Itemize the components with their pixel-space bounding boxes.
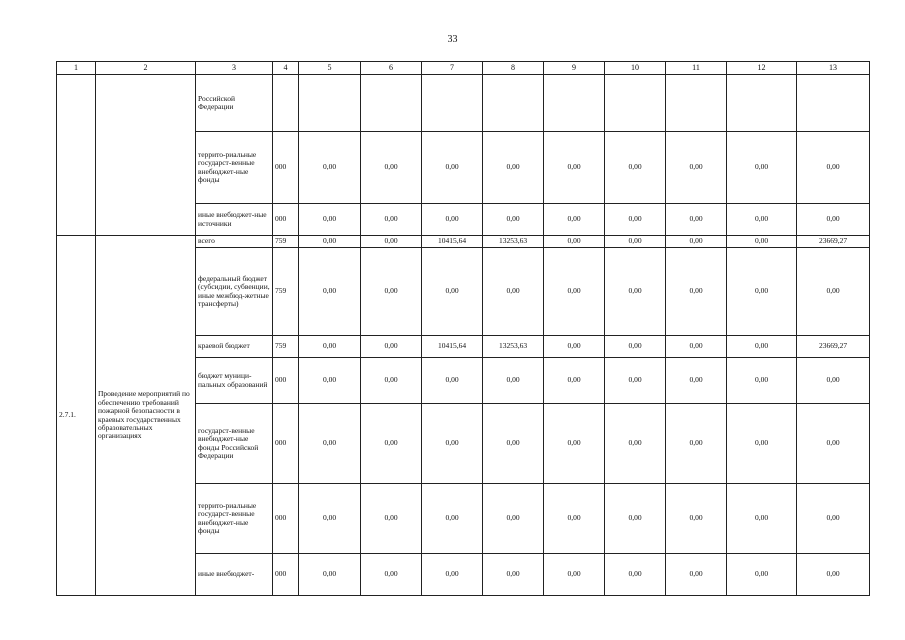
- funding-source: террито-риальные государст-венные внебюджет-ные фонды: [196, 484, 273, 554]
- value-cell: 0,00: [605, 358, 666, 404]
- value-cell: [422, 75, 483, 132]
- code-cell: 000: [273, 554, 299, 596]
- value-cell: 10415,64: [422, 236, 483, 248]
- value-cell: 0,00: [666, 236, 727, 248]
- funding-source: иные внебюджет-ные источники: [196, 204, 273, 236]
- value-cell: 0,00: [544, 132, 605, 204]
- column-header: 7: [422, 62, 483, 75]
- value-cell: 0,00: [422, 132, 483, 204]
- value-cell: 0,00: [727, 236, 797, 248]
- value-cell: 0,00: [544, 358, 605, 404]
- code-cell: 000: [273, 204, 299, 236]
- header-row: [57, 62, 870, 75]
- value-cell: 0,00: [544, 336, 605, 358]
- value-cell: 0,00: [666, 484, 727, 554]
- value-cell: 0,00: [605, 484, 666, 554]
- value-cell: 0,00: [605, 248, 666, 336]
- value-cell: 0,00: [797, 204, 870, 236]
- value-cell: 0,00: [361, 336, 422, 358]
- code-cell: 000: [273, 484, 299, 554]
- funding-source: Российской Федерации: [196, 75, 273, 132]
- value-cell: 0,00: [544, 484, 605, 554]
- value-cell: 0,00: [361, 204, 422, 236]
- value-cell: 0,00: [797, 358, 870, 404]
- value-cell: 0,00: [605, 554, 666, 596]
- code-cell: 000: [273, 132, 299, 204]
- value-cell: [544, 75, 605, 132]
- value-cell: 0,00: [605, 132, 666, 204]
- value-cell: 13253,63: [483, 336, 544, 358]
- value-cell: [299, 75, 361, 132]
- value-cell: 0,00: [666, 132, 727, 204]
- value-cell: 0,00: [666, 336, 727, 358]
- column-header: 11: [666, 62, 727, 75]
- column-header: 2: [96, 62, 196, 75]
- value-cell: 0,00: [361, 132, 422, 204]
- value-cell: 0,00: [666, 554, 727, 596]
- value-cell: 13253,63: [483, 236, 544, 248]
- value-cell: 0,00: [361, 248, 422, 336]
- value-cell: 0,00: [483, 358, 544, 404]
- page-number: 33: [447, 34, 458, 45]
- value-cell: 0,00: [361, 554, 422, 596]
- value-cell: 0,00: [797, 248, 870, 336]
- value-cell: 0,00: [299, 404, 361, 484]
- value-cell: 0,00: [483, 404, 544, 484]
- code-cell: 759: [273, 248, 299, 336]
- column-header: 6: [361, 62, 422, 75]
- value-cell: [727, 75, 797, 132]
- code-cell: 000: [273, 358, 299, 404]
- funding-source: иные внебюджет-: [196, 554, 273, 596]
- value-cell: 0,00: [797, 554, 870, 596]
- funding-source: террито-риальные государст-венные внебюджет-ные фонды: [196, 132, 273, 204]
- value-cell: 23669,27: [797, 336, 870, 358]
- row-number-cell: [57, 75, 96, 236]
- column-header: 1: [57, 62, 96, 75]
- value-cell: [797, 75, 870, 132]
- value-cell: 0,00: [422, 404, 483, 484]
- value-cell: 0,00: [361, 236, 422, 248]
- value-cell: 0,00: [727, 336, 797, 358]
- value-cell: 0,00: [299, 132, 361, 204]
- value-cell: 0,00: [299, 248, 361, 336]
- column-header: 4: [273, 62, 299, 75]
- value-cell: [605, 75, 666, 132]
- value-cell: 0,00: [299, 358, 361, 404]
- funding-source: краевой бюджет: [196, 336, 273, 358]
- value-cell: 0,00: [727, 554, 797, 596]
- value-cell: 0,00: [605, 236, 666, 248]
- table-row: [57, 75, 870, 132]
- funding-source: всего: [196, 236, 273, 248]
- value-cell: 0,00: [361, 484, 422, 554]
- value-cell: [666, 75, 727, 132]
- value-cell: [483, 75, 544, 132]
- funding-source: федеральный бюджет (субсидии, субвенции, иные межбюд-жетные трансферты): [196, 248, 273, 336]
- value-cell: 0,00: [483, 204, 544, 236]
- value-cell: 0,00: [483, 484, 544, 554]
- value-cell: 0,00: [544, 236, 605, 248]
- value-cell: 0,00: [299, 204, 361, 236]
- value-cell: 23669,27: [797, 236, 870, 248]
- value-cell: 0,00: [797, 404, 870, 484]
- value-cell: 0,00: [727, 484, 797, 554]
- value-cell: 0,00: [727, 404, 797, 484]
- value-cell: 0,00: [605, 404, 666, 484]
- value-cell: 0,00: [422, 204, 483, 236]
- column-header: 3: [196, 62, 273, 75]
- value-cell: 0,00: [727, 132, 797, 204]
- column-header: 8: [483, 62, 544, 75]
- value-cell: 0,00: [727, 248, 797, 336]
- table-row: [57, 236, 870, 248]
- budget-table: [56, 61, 870, 596]
- value-cell: 0,00: [666, 204, 727, 236]
- column-header: 12: [727, 62, 797, 75]
- value-cell: 0,00: [544, 554, 605, 596]
- row-title-cell: [96, 75, 196, 236]
- code-cell: 759: [273, 336, 299, 358]
- value-cell: 0,00: [483, 132, 544, 204]
- value-cell: 0,00: [605, 336, 666, 358]
- value-cell: 0,00: [544, 204, 605, 236]
- value-cell: 0,00: [605, 204, 666, 236]
- value-cell: 0,00: [666, 358, 727, 404]
- value-cell: 0,00: [422, 358, 483, 404]
- value-cell: 0,00: [544, 404, 605, 484]
- value-cell: 0,00: [361, 404, 422, 484]
- table-body: [57, 62, 870, 596]
- value-cell: 0,00: [361, 358, 422, 404]
- value-cell: 0,00: [299, 236, 361, 248]
- value-cell: 0,00: [299, 336, 361, 358]
- column-header: 13: [797, 62, 870, 75]
- column-header: 9: [544, 62, 605, 75]
- value-cell: 0,00: [727, 358, 797, 404]
- value-cell: 0,00: [299, 484, 361, 554]
- column-header: 5: [299, 62, 361, 75]
- value-cell: 0,00: [483, 554, 544, 596]
- value-cell: 0,00: [544, 248, 605, 336]
- code-cell: 000: [273, 404, 299, 484]
- value-cell: 0,00: [666, 248, 727, 336]
- value-cell: [361, 75, 422, 132]
- value-cell: 0,00: [666, 404, 727, 484]
- value-cell: 0,00: [422, 554, 483, 596]
- value-cell: 0,00: [422, 248, 483, 336]
- value-cell: 0,00: [727, 204, 797, 236]
- value-cell: 0,00: [422, 484, 483, 554]
- value-cell: 0,00: [483, 248, 544, 336]
- section-number: 2.7.1.: [57, 236, 96, 596]
- value-cell: 10415,64: [422, 336, 483, 358]
- code-cell: [273, 75, 299, 132]
- funding-source: государст-венные внебюджет-ные фонды Российской Федерации: [196, 404, 273, 484]
- value-cell: 0,00: [797, 132, 870, 204]
- code-cell: 759: [273, 236, 299, 248]
- funding-source: бюджет муници-пальных образований: [196, 358, 273, 404]
- value-cell: 0,00: [299, 554, 361, 596]
- column-header: 10: [605, 62, 666, 75]
- section-title: Проведение мероприятий по обеспечению требований пожарной безопасности в краевых государственных образовательных организациях: [96, 236, 196, 596]
- value-cell: 0,00: [797, 484, 870, 554]
